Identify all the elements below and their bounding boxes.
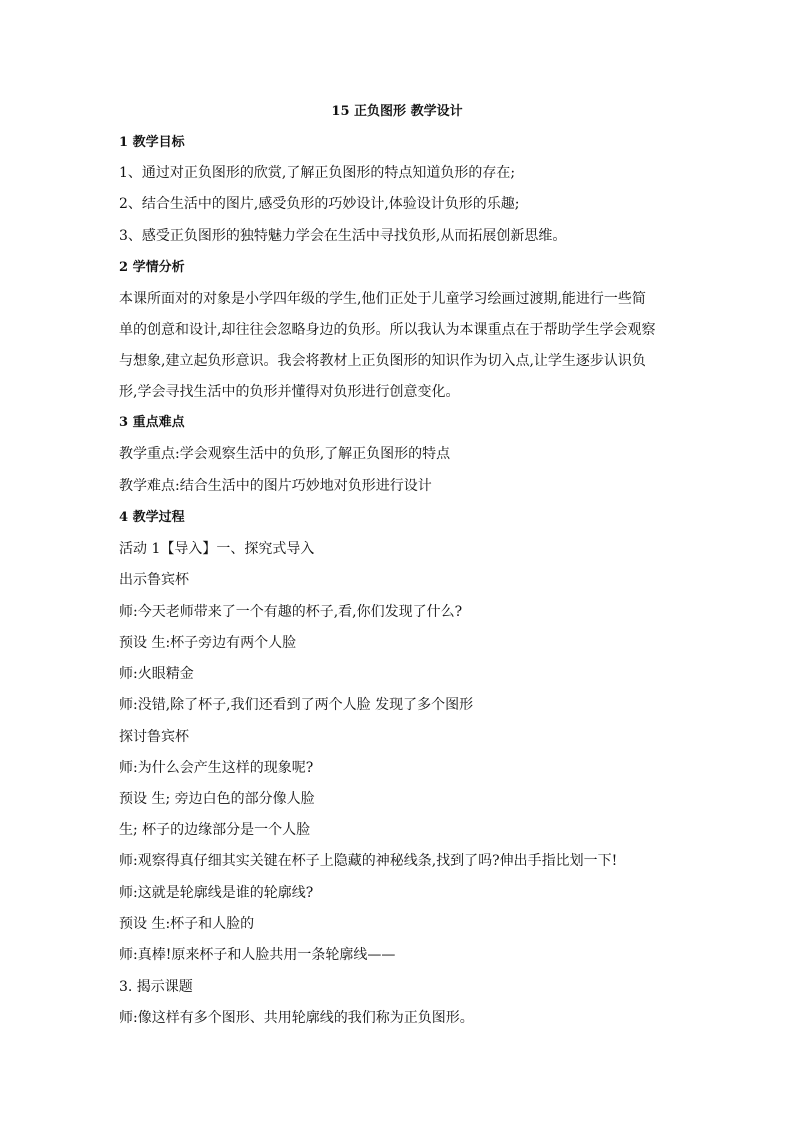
paragraph-line: 师:为什么会产生这样的现象呢? (119, 760, 314, 776)
paragraph-line: 生; 杯子的边缘部分是一个人脸 (119, 822, 311, 838)
paragraph-line: 形,学会寻找生活中的负形并懂得对负形进行创意变化。 (119, 384, 460, 400)
section-heading-objectives: 1 教学目标 (119, 135, 185, 150)
paragraph-line: 预设 生; 旁边白色的部分像人脸 (119, 791, 315, 807)
document-title: 15 正负图形 教学设计 (331, 104, 463, 119)
section-heading-analysis: 2 学情分析 (119, 260, 185, 275)
paragraph-line: 3. 揭示课题 (119, 979, 193, 995)
paragraph-line: 教学重点:学会观察生活中的负形,了解正负图形的特点 (119, 446, 451, 462)
paragraph-line: 师:真棒!原来杯子和人脸共用一条轮廓线—— (119, 947, 396, 963)
section-heading-process: 4 教学过程 (119, 510, 185, 525)
paragraph-line: 教学难点:结合生活中的图片巧妙地对负形进行设计 (119, 478, 432, 494)
paragraph-line: 3、感受正负图形的独特魅力学会在生活中寻找负形,从而拓展创新思维。 (119, 228, 567, 244)
paragraph-line: 与想象,建立起负形意识。我会将教材上正负图形的知识作为切入点,让学生逐步认识负 (119, 353, 646, 369)
paragraph-line: 1、通过对正负图形的欣赏,了解正负图形的特点知道负形的存在; (119, 165, 516, 181)
paragraph-line: 师:观察得真仔细其实关键在杯子上隐藏的神秘线条,找到了吗?伸出手指比划一下! (119, 853, 618, 869)
section-heading-key-points: 3 重点难点 (119, 415, 185, 430)
paragraph-line: 师:这就是轮廓线是谁的轮廓线? (119, 885, 314, 901)
paragraph-line: 2、结合生活中的图片,感受负形的巧妙设计,体验设计负形的乐趣; (119, 196, 520, 212)
paragraph-line: 预设 生:杯子和人脸的 (119, 916, 255, 932)
paragraph-line: 预设 生:杯子旁边有两个人脸 (119, 635, 297, 651)
paragraph-line: 单的创意和设计,却往往会忽略身边的负形。所以我认为本课重点在于帮助学生学会观察 (119, 322, 656, 338)
paragraph-line: 本课所面对的对象是小学四年级的学生,他们正处于儿童学习绘画过渡期,能进行一些简 (119, 291, 646, 307)
paragraph-line: 师:火眼精金 (119, 666, 194, 682)
paragraph-line: 师:今天老师带来了一个有趣的杯子,看,你们发现了什么? (119, 604, 463, 620)
paragraph-line: 探讨鲁宾杯 (119, 729, 189, 745)
paragraph-line: 出示鲁宾杯 (119, 572, 189, 588)
paragraph-line: 师:像这样有多个图形、共用轮廓线的我们称为正负图形。 (119, 1010, 474, 1026)
paragraph-line: 师:没错,除了杯子,我们还看到了两个人脸 发现了多个图形 (119, 697, 474, 713)
paragraph-line: 活动 1【导入】一、探究式导入 (119, 541, 315, 557)
